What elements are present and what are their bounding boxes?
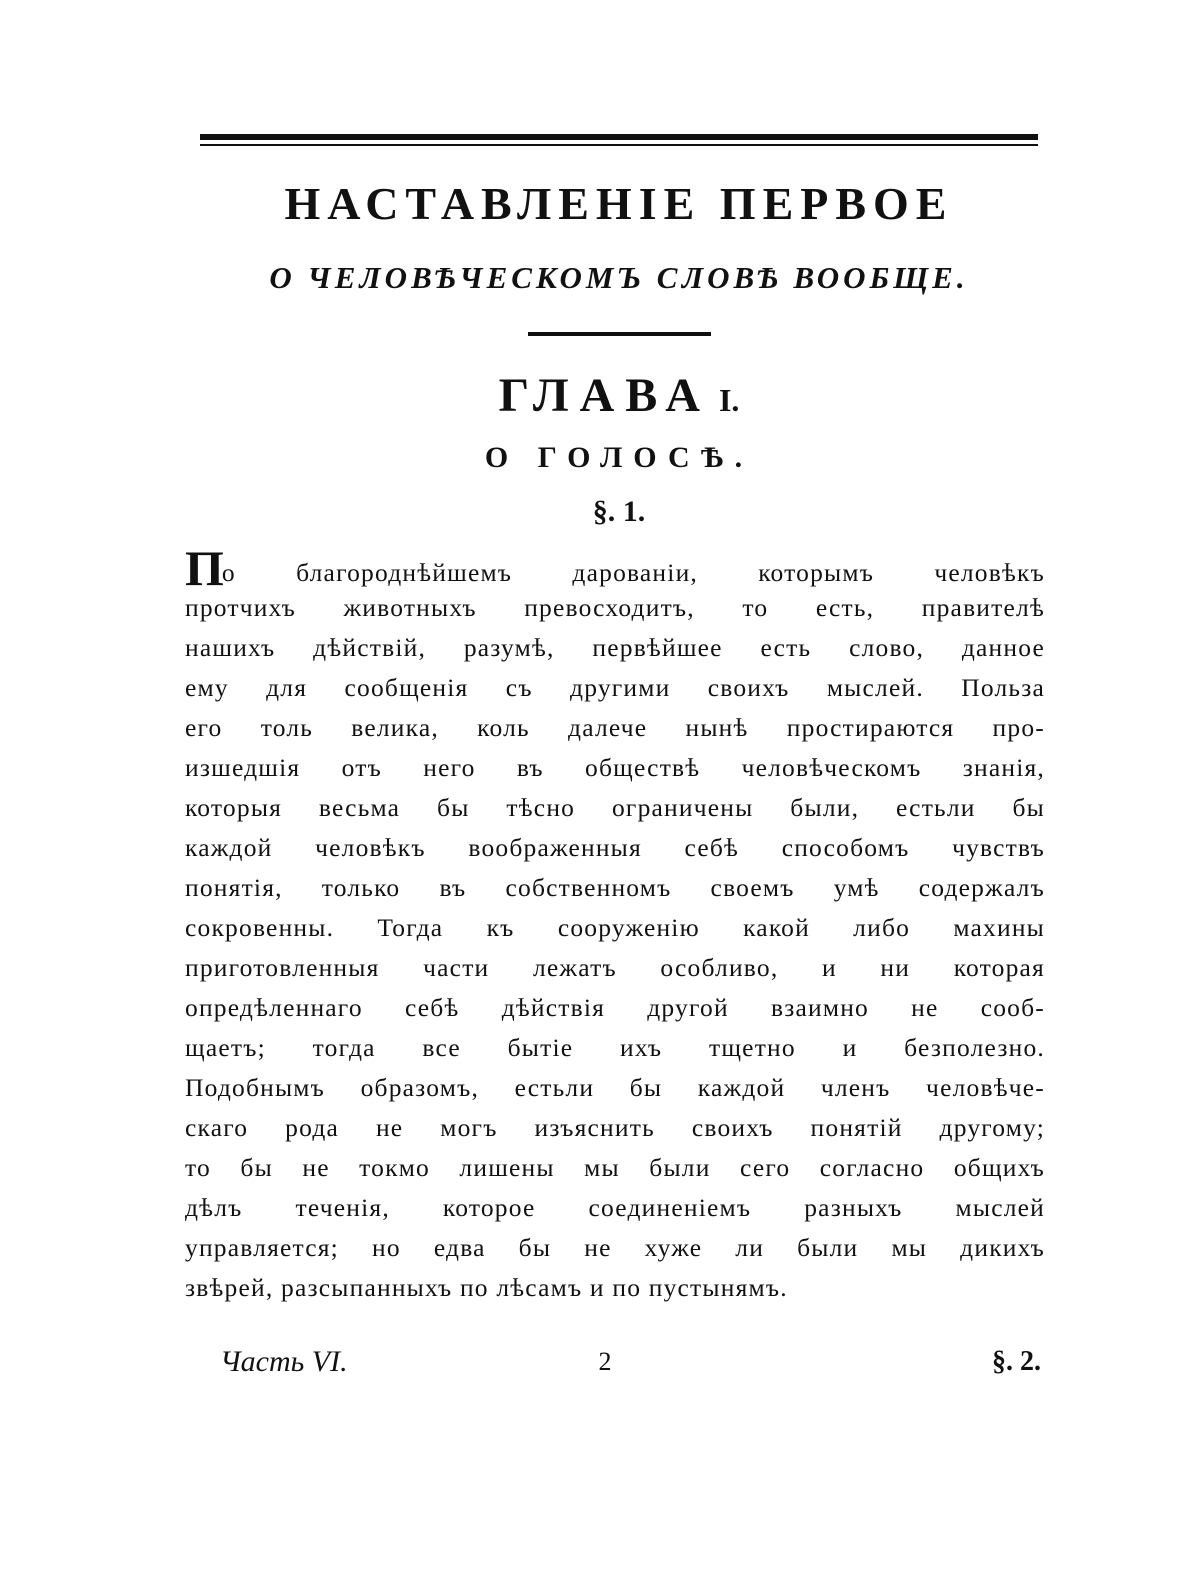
- text-line: [185, 1228, 1045, 1268]
- text-line-content: о благороднѣйшемъ дарованіи, которымъ человѣкъ: [221, 558, 1045, 587]
- text-line-content: Подобнымъ образомъ, естьли бы каждой членъ человѣче-: [185, 1073, 1045, 1102]
- text-line: [185, 668, 1045, 708]
- text-line-content: приготовленныя части лежатъ особливо, и ни которая: [185, 953, 1045, 982]
- text-line-content: то бы не токмо лишены мы были сего согласно общихъ: [185, 1153, 1045, 1182]
- top-rule-thin: [200, 144, 1038, 146]
- text-line-content: его толь велика, коль далече нынѣ простираются про-: [185, 713, 1045, 742]
- chapter-label: ГЛАВА: [498, 369, 711, 422]
- text-line-content: каждой человѣкъ воображенныя себѣ способомъ чувствъ: [185, 833, 1045, 862]
- text-line-content: скаго рода не могъ изъяснить своихъ понятій другому;: [185, 1113, 1045, 1142]
- chapter-heading: [200, 367, 1038, 429]
- text-line: [185, 908, 1045, 948]
- text-line-content: дѣлъ теченія, которое соединеніемъ разныхъ мыслей: [185, 1193, 1045, 1222]
- text-line-content: управляется; но едва бы не хуже ли были мы дикихъ: [185, 1233, 1045, 1262]
- text-line-content: которыя весьма бы тѣсно ограничены были, естьли бы: [185, 793, 1045, 822]
- text-line-content: нашихъ дѣйствій, разумѣ, первѣйшее есть слово, данное: [185, 633, 1045, 662]
- text-line: [185, 1108, 1045, 1148]
- text-line: [185, 628, 1045, 668]
- text-line: [185, 1068, 1045, 1108]
- catchword: §. 2.: [992, 1346, 1041, 1377]
- text-line-content: опредѣленнаго себѣ дѣйствія другой взаимно не сооб-: [185, 993, 1045, 1022]
- part-subtitle: О ЧЕЛОВѢЧЕСКОМЪ СЛОВѢ ВООБЩЕ.: [269, 260, 969, 295]
- text-line-content: щаетъ; тогда все бытіе ихъ тщетно и безполезно.: [185, 1033, 1045, 1062]
- drop-cap: П: [185, 540, 222, 596]
- body-text: [185, 540, 1045, 1308]
- text-line: [185, 748, 1045, 788]
- section-divider: [528, 332, 711, 336]
- text-line: [185, 828, 1045, 868]
- part-title: НАСТАВЛЕНІЕ ПЕРВОЕ: [284, 178, 954, 229]
- chapter-title: О ГОЛОСѢ.: [484, 441, 754, 474]
- text-line: [185, 868, 1045, 908]
- text-line-content: протчихъ животныхъ превосходитъ, то есть, правителѣ: [185, 593, 1045, 622]
- text-line-content: понятія, только въ собственномъ своемъ умѣ содержалъ: [185, 873, 1045, 902]
- gathering-mark: 2: [598, 1347, 612, 1376]
- text-line-content: сокровенны. Тогда къ сооруженію какой либо махины: [185, 913, 1045, 942]
- text-line: [185, 948, 1045, 988]
- top-rule-thick: [200, 134, 1038, 140]
- text-line: [185, 988, 1045, 1028]
- text-line-content: ему для сообщенія съ другими своихъ мыслей. Польза: [185, 673, 1045, 702]
- text-line: [185, 1028, 1045, 1068]
- text-line: [185, 788, 1045, 828]
- text-line: [185, 540, 1045, 596]
- text-line: [185, 1268, 1045, 1308]
- text-line: [185, 588, 1045, 628]
- signature-mark: Часть VI.: [220, 1345, 348, 1378]
- text-line: [185, 708, 1045, 748]
- text-line: [185, 1188, 1045, 1228]
- text-line-content: изшедшія отъ него въ обществѣ человѣческомъ знанія,: [185, 753, 1045, 782]
- chapter-number: I.: [718, 382, 740, 418]
- text-line-content: звѣрей, разсыпанныхъ по лѣсамъ и по пустынямъ.: [185, 1273, 788, 1302]
- section-number: §. 1.: [592, 495, 646, 528]
- top-double-rule: [200, 134, 1038, 148]
- text-line: [185, 1148, 1045, 1188]
